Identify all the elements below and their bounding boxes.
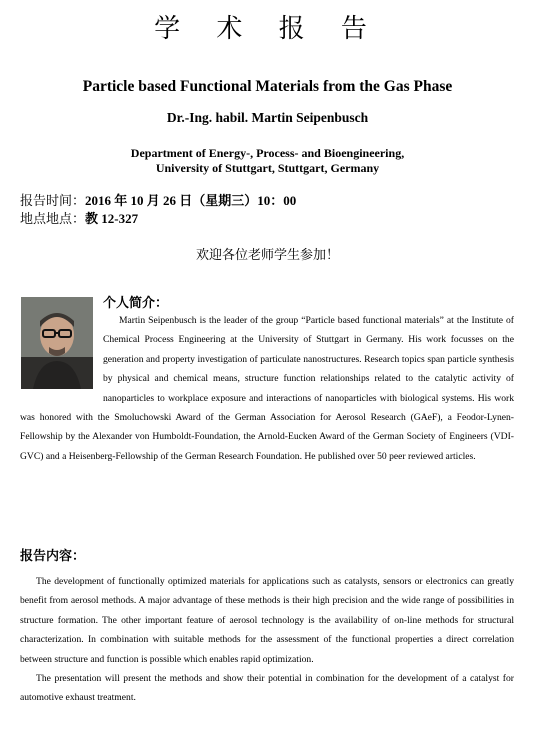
place-row <box>20 208 138 227</box>
time-label: 报告时间： <box>20 194 86 209</box>
bio-heading: 个人简介： <box>103 296 169 311</box>
place-value: 教 12-327 <box>85 211 139 226</box>
affiliation-line-1: Department of Energy-, Process- and Bioengineering, <box>130 146 405 160</box>
time-row <box>20 190 296 209</box>
affiliation-line-2: University of Stuttgart, Stuttgart, Germany <box>155 160 380 175</box>
content-paragraph-2: The presentation will present the methods and show their potential in combination for the development of a catalyst for automotive exhaust treatment. <box>20 673 514 704</box>
photo-spacer <box>20 311 103 405</box>
bio-section <box>20 311 514 466</box>
document-title: 学 术 报 告 <box>154 14 381 44</box>
speaker-name: Dr.-Ing. habil. Martin Seipenbusch <box>166 110 369 125</box>
content-heading: 报告内容： <box>20 549 86 564</box>
speaker-affiliation <box>0 146 535 175</box>
content-section <box>20 572 514 708</box>
talk-title: Particle based Functional Materials from the Gas Phase <box>82 78 453 95</box>
content-paragraph-1: The development of functionally optimized materials for applications such as catalysts, sensors or electronics can greatly benefit from aerosol methods. A major advantage of these methods is their high precision and the wide range of possibilities in structure formation. The other important feature of aerosol technology is the availability of on-line methods for structural characterization. In combination with suitable methods for the assessment of the functional properties a direct correlation between structure and function is possible which enables rapid optimization. <box>20 576 514 665</box>
bio-text: Martin Seipenbusch is the leader of the group “Particle based functional materials” at the Institute of Chemical Process Engineering at the University of Stuttgart in Germany. His work focusses on the generation and property investigation of particulate nanostructures. Research topics span particle synthesis by physical and chemical means, structure function relationships related to the catalytic activity of nanoparticles to workplace exposure and interactions of nanoparticles with biological systems. His work was honored with the Smoluchowski Award of the German Association for Aerosol Research (GAeF), a Feodor-Lynen-Fellowship by the Alexander von Humboldt-Foundation, the Arnold-Eucken Award of the German Society of Engineers (VDI-GVC) and a Heisenberg-Fellowship of the German Research Foundation. He published over 50 peer reviewed articles. <box>20 315 514 462</box>
place-label: 地点地点： <box>20 212 86 227</box>
welcome-text: 欢迎各位老师学生参加！ <box>195 248 339 263</box>
time-value: 2016 年 10 月 26 日（星期三）10：00 <box>85 193 297 208</box>
